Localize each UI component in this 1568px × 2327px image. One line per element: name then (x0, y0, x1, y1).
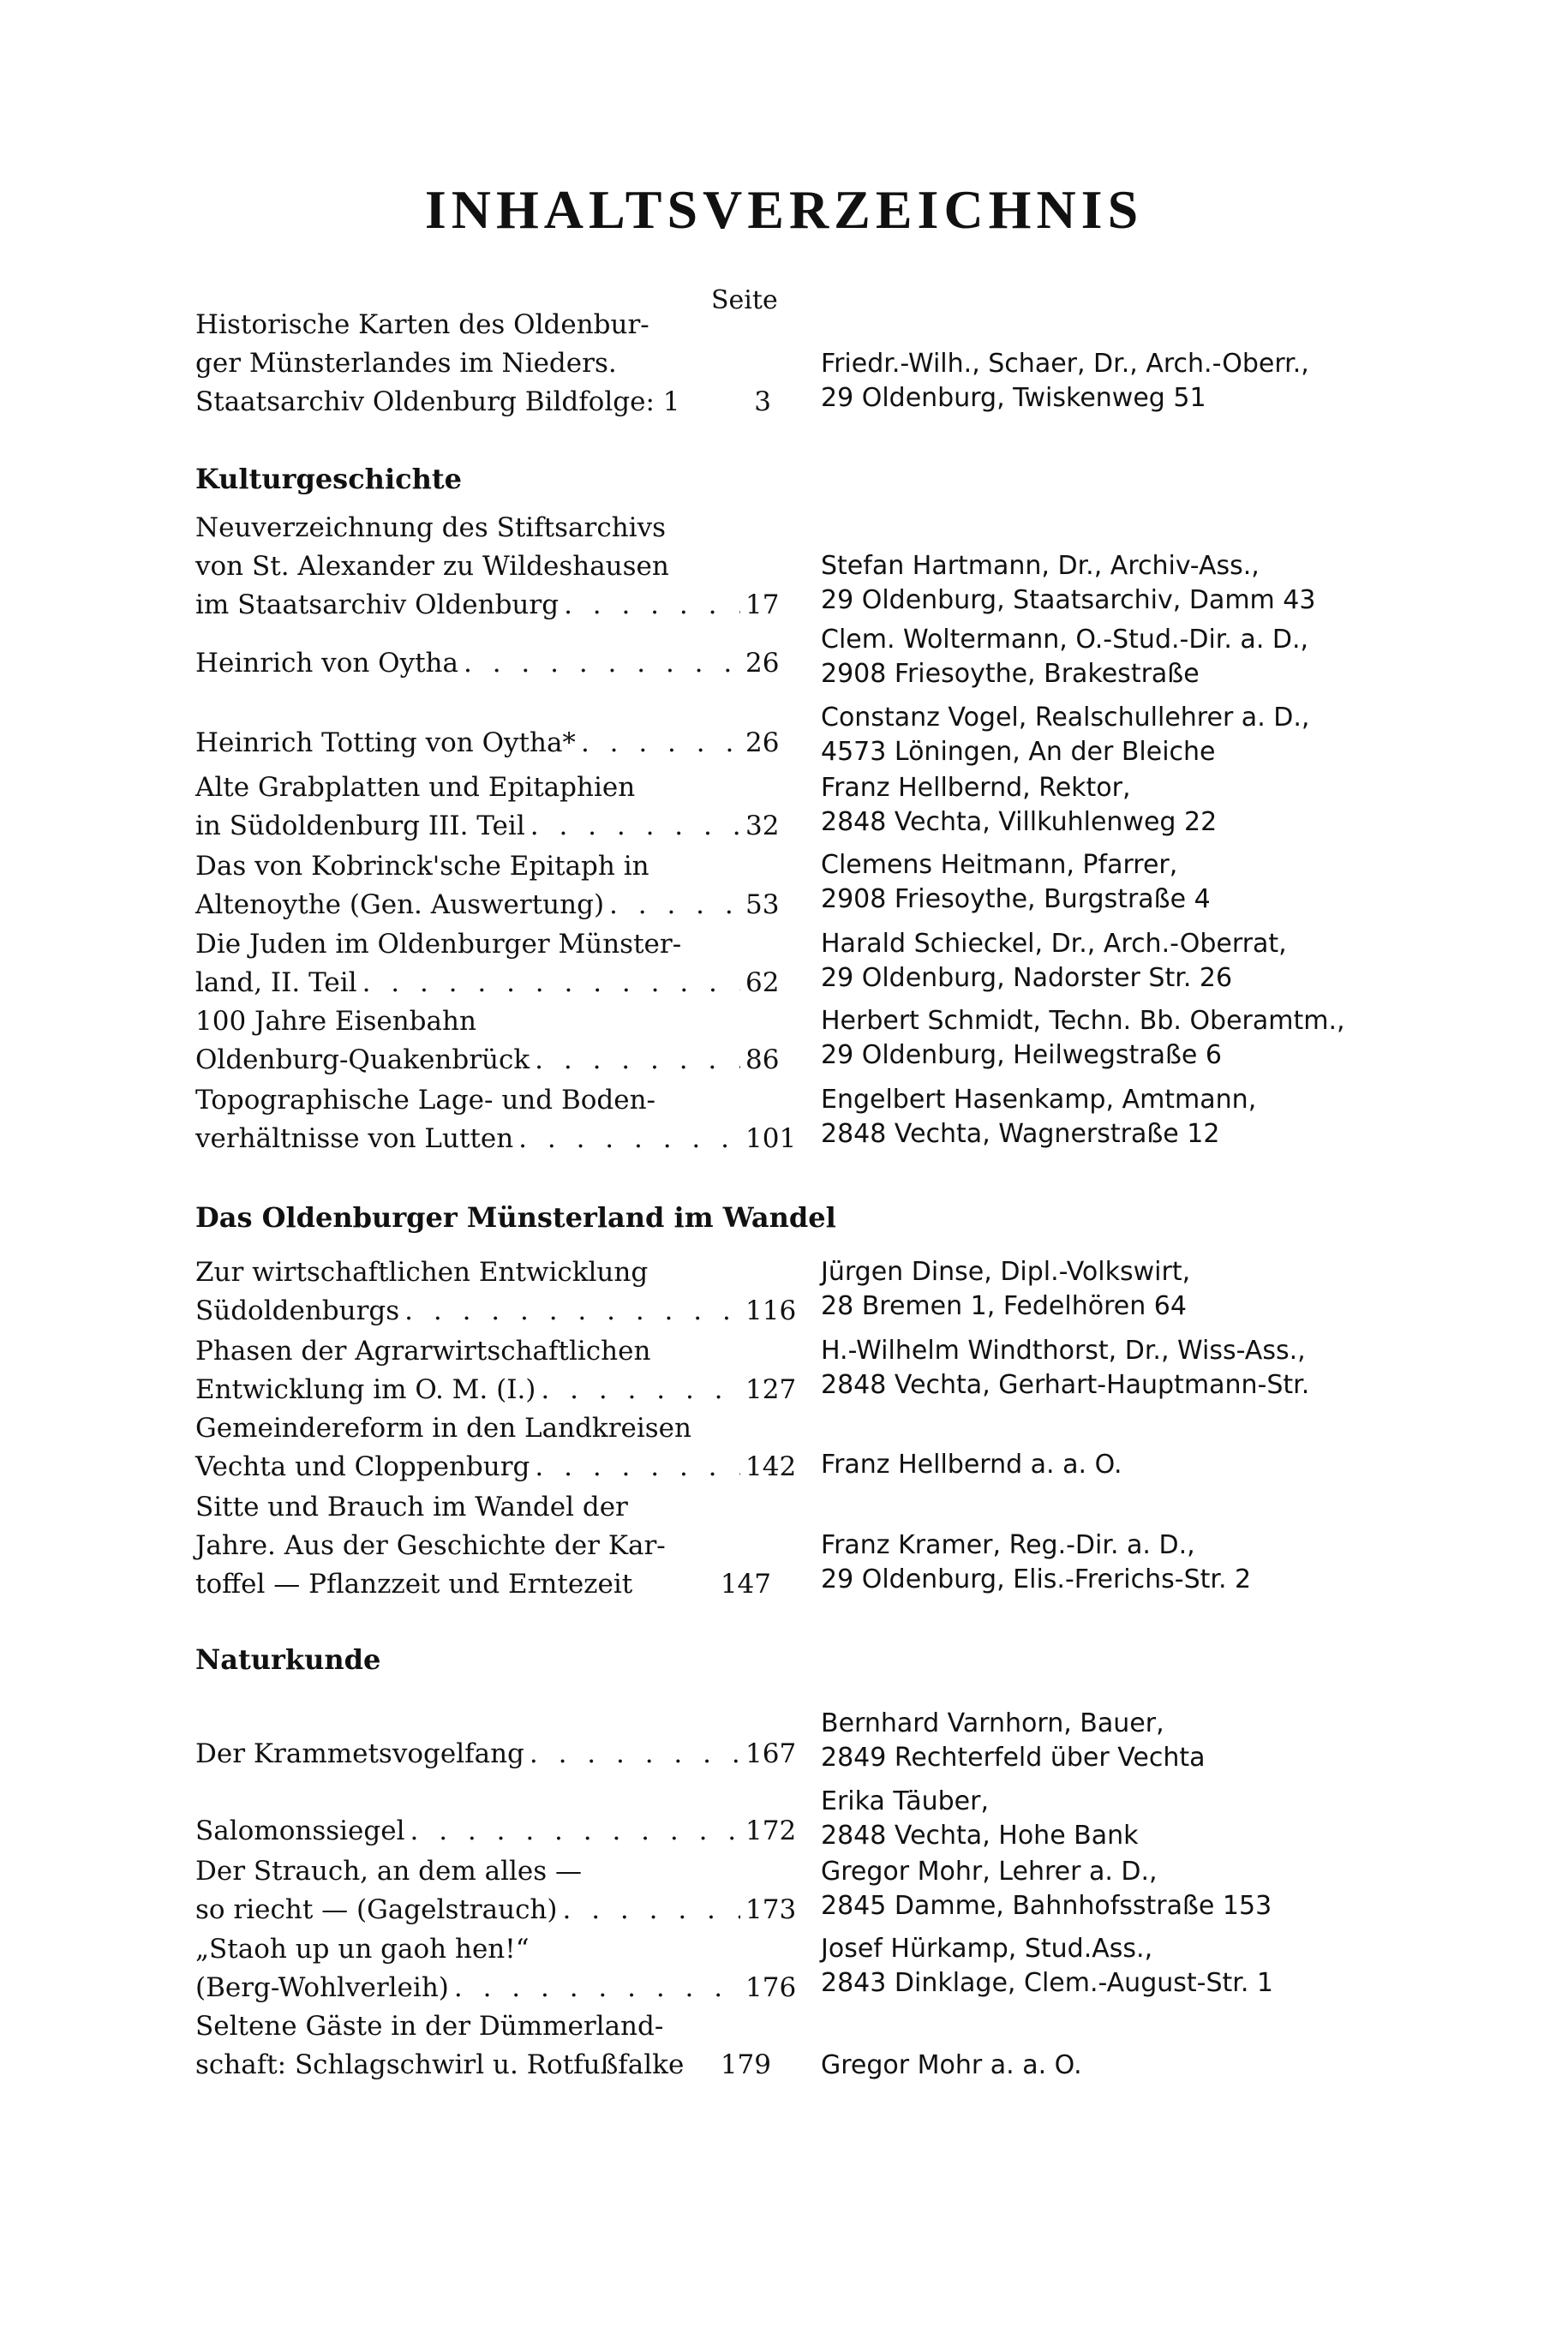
author-line: Erika Täuber, (821, 1786, 989, 1816)
author-line: Harald Schieckel, Dr., Arch.-Oberrat, (821, 929, 1287, 959)
author-line: Bernhard Varnhorn, Bauer, (821, 1708, 1164, 1738)
entry-page-number: 101 (745, 1123, 797, 1154)
entry-title-line: Staatsarchiv Oldenburg Bildfolge: 1 (195, 386, 680, 417)
page-title: INHALTSVERZEICHNIS (424, 179, 1144, 240)
author-line: 29 Oldenburg, Nadorster Str. 26 (821, 963, 1233, 993)
author-line: 2845 Damme, Bahnhofsstraße 153 (821, 1891, 1272, 1921)
entry-page-number: 32 (745, 811, 780, 841)
author-line: 2908 Friesoythe, Burgstraße 4 (821, 884, 1211, 914)
leader-dots (530, 807, 740, 846)
section-heading-naturkunde: Naturkunde (195, 1643, 381, 1676)
entry-title-line: Der Strauch, an dem alles — (195, 1856, 583, 1887)
leader-dots (362, 964, 740, 1002)
toc-entry (195, 1488, 771, 1604)
leader-dots (464, 644, 740, 683)
entry-title-line: „Staoh up un gaoh hen!“ (195, 1934, 530, 1965)
leader-dots (518, 1120, 740, 1158)
toc-entry (195, 769, 780, 846)
entry-page-number: 176 (745, 1972, 797, 2003)
entry-title-line: im Staatsarchiv Oldenburg (195, 589, 560, 620)
entry-title-line: Gemeindereform in den Landkreisen (195, 1413, 691, 1444)
toc-entry (195, 925, 780, 1002)
entry-title-line: Der Krammetsvogelfang (195, 1738, 524, 1769)
toc-entry (195, 1253, 797, 1331)
entry-author (821, 1707, 1523, 1775)
leader-dots (535, 1448, 740, 1487)
author-line: 2848 Vechta, Villkuhlenweg 22 (821, 807, 1218, 837)
entry-title-line: Historische Karten des Oldenbur- (195, 309, 649, 340)
entry-title-line: Das von Kobrinck'sche Epitaph in (195, 851, 649, 882)
entry-page-number: 17 (745, 589, 780, 620)
section-heading-kulturgeschichte: Kulturgeschichte (195, 463, 462, 495)
leader-dots (404, 1292, 740, 1331)
entry-title-line: ger Münsterlandes im Nieders. (195, 348, 617, 379)
entry-author (821, 1255, 1523, 1324)
toc-entry (195, 1409, 797, 1487)
leader-dots (609, 886, 740, 924)
author-line: Gregor Mohr, Lehrer a. D., (821, 1857, 1158, 1887)
entry-page-number: 86 (745, 1044, 780, 1075)
entry-title-line: Seltene Gäste in der Dümmerland- (195, 2011, 664, 2042)
entry-page-number: 127 (745, 1374, 797, 1405)
entry-author (821, 848, 1523, 917)
author-line: 2843 Dinklage, Clem.-August-Str. 1 (821, 1968, 1274, 1998)
toc-entry (195, 1930, 797, 2007)
leader-dots (530, 1735, 740, 1774)
toc-entry (195, 1332, 797, 1409)
entry-author (821, 1855, 1523, 1923)
author-line: 29 Oldenburg, Elis.-Frerichs-Str. 2 (821, 1564, 1252, 1594)
toc-entry (195, 847, 780, 924)
entry-title-line: Salomonssiegel (195, 1816, 405, 1846)
toc-entry (195, 1735, 797, 1774)
entry-title-line: 100 Jahre Eisenbahn (195, 1006, 476, 1037)
entry-title-line: Alte Grabplatten und Epitaphien (195, 772, 636, 803)
entry-title-line: Phasen der Agrarwirtschaftlichen (195, 1336, 651, 1367)
entry-title-line: Heinrich Totting von Oytha* (195, 727, 576, 758)
author-line: Franz Hellbernd, Rektor, (821, 773, 1131, 803)
author-line: 2849 Rechterfeld über Vechta (821, 1743, 1206, 1773)
entry-page-number: 173 (745, 1894, 797, 1925)
entry-page-number: 62 (745, 967, 780, 998)
entry-author (821, 1004, 1523, 1073)
entry-author (821, 1785, 1523, 1853)
leader-dots (535, 1041, 740, 1080)
toc-entry (195, 1081, 797, 1158)
entry-title-line: Altenoythe (Gen. Auswertung) (195, 889, 605, 920)
entry-title-line: Jahre. Aus der Geschichte der Kar- (195, 1530, 666, 1561)
entry-page-number: 3 (754, 386, 771, 417)
author-line: Gregor Mohr a. a. O. (821, 2050, 1082, 2080)
entry-title-line: land, II. Teil (195, 967, 357, 998)
entry-author (821, 927, 1523, 996)
author-line: Clemens Heitmann, Pfarrer, (821, 850, 1178, 880)
leader-dots (564, 586, 740, 625)
author-line: Herbert Schmidt, Techn. Bb. Oberamtm., (821, 1006, 1345, 1036)
section-heading-wandel: Das Oldenburger Münsterland im Wandel (195, 1201, 836, 1234)
page-column-label: Seite (711, 285, 778, 315)
entry-title-line: Oldenburg-Quakenbrück (195, 1044, 530, 1075)
toc-entry (195, 1812, 797, 1851)
entry-title-line: Sitte und Brauch im Wandel der (195, 1492, 628, 1522)
entry-title-line: verhältnisse von Lutten (195, 1123, 514, 1154)
entry-author (821, 701, 1523, 769)
entry-page-number: 179 (720, 2049, 771, 2080)
leader-dots (410, 1812, 740, 1851)
entry-title-line: so riecht — (Gagelstrauch) (195, 1894, 558, 1925)
author-line: 2848 Vechta, Wagnerstraße 12 (821, 1119, 1220, 1149)
entry-title-line: Entwicklung im O. M. (I.) (195, 1374, 536, 1405)
author-line: Friedr.-Wilh., Schaer, Dr., Arch.-Oberr., (821, 349, 1309, 379)
author-line: Franz Kramer, Reg.-Dir. a. D., (821, 1530, 1195, 1560)
entry-author (821, 1334, 1523, 1403)
leader-dots (541, 1371, 740, 1409)
author-line: 2908 Friesoythe, Brakestraße (821, 659, 1200, 689)
entry-author (821, 2049, 1523, 2083)
author-line: 29 Oldenburg, Twiskenweg 51 (821, 383, 1206, 413)
author-line: Josef Hürkamp, Stud.Ass., (821, 1934, 1153, 1964)
entry-page-number: 147 (720, 1569, 771, 1600)
entry-author (821, 623, 1523, 691)
entry-title-line: Südoldenburgs (195, 1295, 400, 1326)
author-line: 2848 Vechta, Gerhart-Hauptmann-Str. (821, 1370, 1310, 1400)
author-line: 28 Bremen 1, Fedelhören 64 (821, 1291, 1187, 1321)
entry-author (821, 771, 1523, 840)
entry-title-line: in Südoldenburg III. Teil (195, 811, 525, 841)
entry-author (821, 1528, 1523, 1597)
entry-title-line: (Berg-Wohlverleih) (195, 1972, 449, 2003)
author-line: Jürgen Dinse, Dipl.-Volkswirt, (821, 1257, 1191, 1287)
entry-page-number: 26 (745, 648, 780, 679)
entry-title-line: Vechta und Cloppenburg (195, 1451, 530, 1482)
entry-title-line: schaft: Schlagschwirl u. Rotfußfalke (195, 2049, 685, 2080)
entry-page-number: 116 (745, 1295, 797, 1326)
author-line: Engelbert Hasenkamp, Amtmann, (821, 1085, 1257, 1115)
toc-entry (195, 1852, 797, 1929)
entry-author (821, 1083, 1523, 1152)
leader-dots (454, 1969, 740, 2007)
entry-author (821, 1932, 1523, 2001)
author-line: Franz Hellbernd a. a. O. (821, 1450, 1122, 1480)
entry-title-line: Die Juden im Oldenburger Münster- (195, 929, 682, 960)
author-line: Constanz Vogel, Realschullehrer a. D., (821, 703, 1310, 733)
author-line: 29 Oldenburg, Staatsarchiv, Damm 43 (821, 585, 1316, 615)
author-line: Clem. Woltermann, O.-Stud.-Dir. a. D., (821, 625, 1309, 655)
author-line: 2848 Vechta, Hohe Bank (821, 1821, 1139, 1851)
entry-title-line: toffel — Pflanzzeit und Erntezeit (195, 1569, 633, 1600)
entry-page-number: 26 (745, 727, 780, 758)
toc-entry (195, 509, 780, 625)
entry-title-line: Topographische Lage- und Boden- (195, 1085, 656, 1116)
toc-entry (195, 724, 780, 763)
leader-dots (581, 724, 740, 763)
toc-entry (195, 1002, 780, 1080)
entry-page-number: 142 (745, 1451, 797, 1482)
entry-page-number: 172 (745, 1816, 797, 1846)
entry-author (821, 1448, 1523, 1482)
leader-dots (563, 1891, 741, 1929)
toc-entry-intro (195, 306, 771, 422)
author-line: Stefan Hartmann, Dr., Archiv-Ass., (821, 551, 1260, 581)
toc-entry (195, 2007, 771, 2085)
author-line: 29 Oldenburg, Heilwegstraße 6 (821, 1040, 1222, 1070)
entry-author (821, 549, 1523, 618)
entry-page-number: 167 (745, 1738, 797, 1769)
author-line: 4573 Löningen, An der Bleiche (821, 737, 1216, 767)
entry-page-number: 53 (745, 889, 780, 920)
entry-title-line: Heinrich von Oytha (195, 648, 459, 679)
author-line: H.-Wilhelm Windthorst, Dr., Wiss-Ass., (821, 1336, 1306, 1366)
entry-author-intro (821, 347, 1523, 416)
toc-entry (195, 644, 780, 683)
entry-title-line: Zur wirtschaftlichen Entwicklung (195, 1257, 649, 1288)
entry-title-line: von St. Alexander zu Wildeshausen (195, 551, 669, 582)
entry-title-line: Neuverzeichnung des Stiftsarchivs (195, 512, 666, 543)
